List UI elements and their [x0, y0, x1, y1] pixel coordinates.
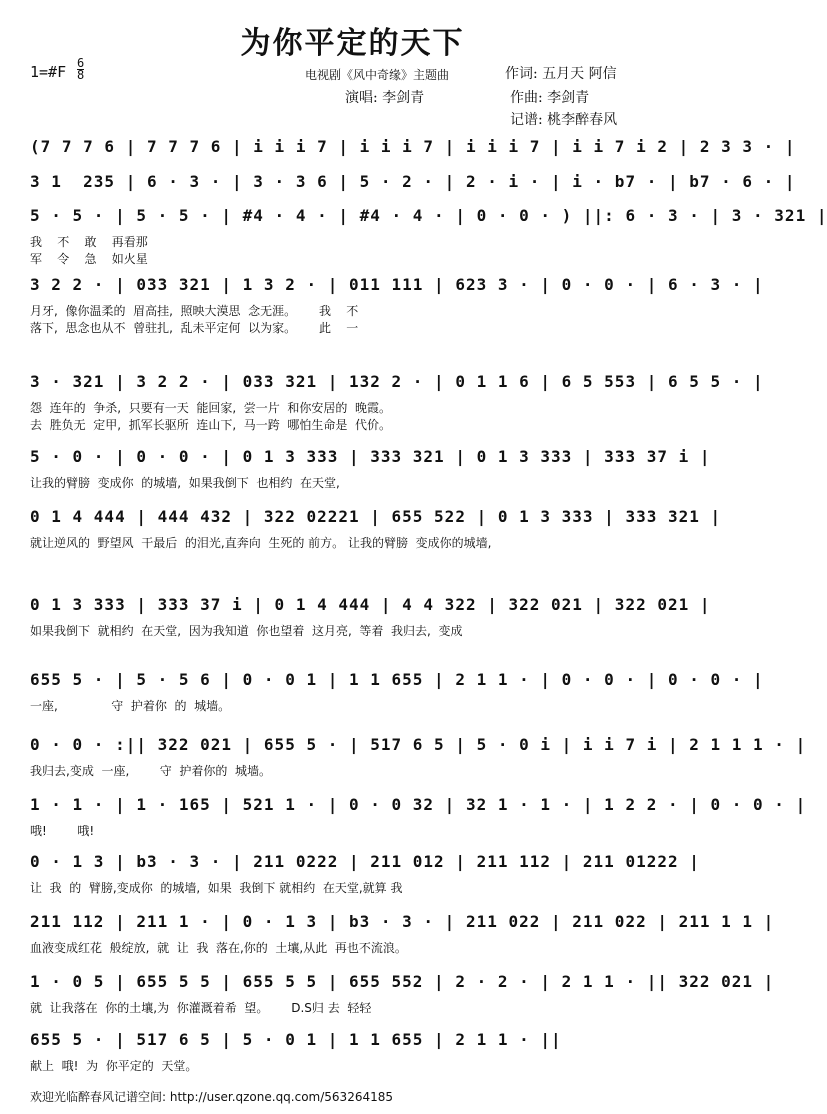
lyric-line: 就 让我落在 你的土壤,为 你灌溉着希 望。 D.S归 去 轻轻: [30, 1001, 372, 1015]
key-signature: 1=#F: [30, 63, 67, 81]
staff-line: 3 2 2 · | 033 321 | 1 3 2 · | 011 111 | 623 3 · | 0 · 0 · | 6 · 3 · |: [30, 275, 764, 294]
lyric-line: 让我的臂膀 变成你 的城墙, 如果我倒下 也相约 在天堂,: [30, 476, 340, 490]
lyric-line: 就让逆风的 野望风 干最后 的泪光,直奔向 生死的 前方。 让我的臂膀 变成你的城墙,: [30, 536, 492, 550]
staff-line: 0 1 3 333 | 333 37 i | 0 1 4 444 | 4 4 322 | 322 021 | 322 021 |: [30, 595, 711, 614]
composer: 作曲: 李剑青: [510, 90, 590, 106]
lyric-line: 如果我倒下 就相约 在天堂, 因为我知道 你也望着 这月亮, 等着 我归去, 变成: [30, 624, 463, 638]
staff-line: 5 · 0 · | 0 · 0 · | 0 1 3 333 | 333 321 | 0 1 3 333 | 333 37 i |: [30, 447, 711, 466]
staff-line: 3 1 235 | 6 · 3 · | 3 · 3 6 | 5 · 2 · | 2 · i · | i · b7 · | b7 · 6 · |: [30, 172, 796, 191]
song-title: 为你平定的天下: [240, 26, 465, 61]
lyric-line: 怨 连年的 争杀, 只要有一天 能回家, 尝一片 和你安居的 晚霞。: [30, 401, 392, 415]
staff-line: 655 5 · | 5 · 5 6 | 0 · 0 1 | 1 1 655 | 2 1 1 · | 0 · 0 · | 0 · 0 · |: [30, 670, 764, 689]
staff-line: 0 · 0 · :|| 322 021 | 655 5 · | 517 6 5 | 5 · 0 i | i i 7 i | 2 1 1 1 · |: [30, 735, 807, 754]
staff-line: (7 7 7 6 | 7 7 7 6 | i i i 7 | i i i 7 | i i i 7 | i i 7 i 2 | 2 3 3 · |: [30, 137, 796, 156]
time-signature: [77, 58, 84, 81]
lyric-line: 血液变成红花 般绽放, 就 让 我 落在,你的 土壤,从此 再也不流浪。: [30, 941, 407, 955]
staff-line: 1 · 0 5 | 655 5 5 | 655 5 5 | 655 552 | 2 · 2 · | 2 1 1 · || 322 021 |: [30, 972, 775, 991]
lyric-line: [30, 956, 670, 972]
staff-line: 3 · 321 | 3 2 2 · | 033 321 | 132 2 · | 0 1 1 6 | 6 5 553 | 6 5 5 · |: [30, 372, 764, 391]
staff-line: 0 · 1 3 | b3 · 3 · | 211 0222 | 211 012 | 211 112 | 211 01222 |: [30, 852, 700, 871]
lyric-line: [30, 714, 670, 730]
lyric-line: [30, 896, 670, 912]
lyric-line: 军 令 急 如火星: [30, 252, 148, 266]
transcriber: 记谱: 桃李醉春风: [510, 112, 618, 128]
lyric-line: [30, 779, 670, 795]
lyric-line: 让 我 的 臂膀,变成你 的城墙, 如果 我倒下 就相约 在天堂,就算 我: [30, 881, 403, 895]
lyric-line: [30, 551, 670, 567]
meter-bottom: 8: [77, 68, 85, 82]
staff-line: 211 112 | 211 1 · | 0 · 1 3 | b3 · 3 · | 211 022 | 211 022 | 211 1 1 |: [30, 912, 775, 931]
staff-line: 5 · 5 · | 5 · 5 · | #4 · 4 · | #4 · 4 · | 0 · 0 · ) ||: 6 · 3 · | 3 · 321 |: [30, 206, 827, 225]
lyric-line: [30, 491, 670, 507]
staff-line: 0 1 4 444 | 444 432 | 322 02221 | 655 522 | 0 1 3 333 | 333 321 |: [30, 507, 722, 526]
singer: 演唱: 李剑青: [345, 90, 425, 106]
lyricist: 作词: 五月天 阿信: [505, 66, 617, 82]
lyric-line: 我 不 敢 再看那: [30, 235, 148, 249]
subtitle: 电视剧《风中奇缘》主题曲: [305, 68, 450, 82]
lyric-line: 去 胜负无 定甲, 抓军长驱所 连山下, 马一跨 哪怕生命是 代价。: [30, 418, 392, 432]
staff-line: 1 · 1 · | 1 · 165 | 521 1 · | 0 · 0 32 | 32 1 · 1 · | 1 2 2 · | 0 · 0 · |: [30, 795, 807, 814]
lyric-line: 落下, 思念也从不 曾驻扎, 乱未平定何 以为家。 此 一: [30, 321, 359, 335]
staff-line: 655 5 · | 517 6 5 | 5 · 0 1 | 1 1 655 | 2 1 1 · ||: [30, 1030, 562, 1049]
lyric-line: 一座, 守 护着你 的 城墙。: [30, 699, 231, 713]
meter-top: 6: [77, 56, 85, 70]
lyric-line: 我归去,变成 一座, 守 护着你的 城墙。: [30, 764, 272, 778]
lyric-line: 哦! 哦!: [30, 824, 95, 838]
footer-link-text: 欢迎光临醉春风记谱空间: http://user.qzone.qq.com/563264185: [30, 1090, 394, 1104]
lyric-line: 月牙, 像你温柔的 眉高挂, 照映大漠思 念无涯。 我 不: [30, 304, 359, 318]
lyric-line: 献上 哦! 为 你平定的 天堂。: [30, 1059, 198, 1073]
lyric-line: [30, 639, 670, 655]
